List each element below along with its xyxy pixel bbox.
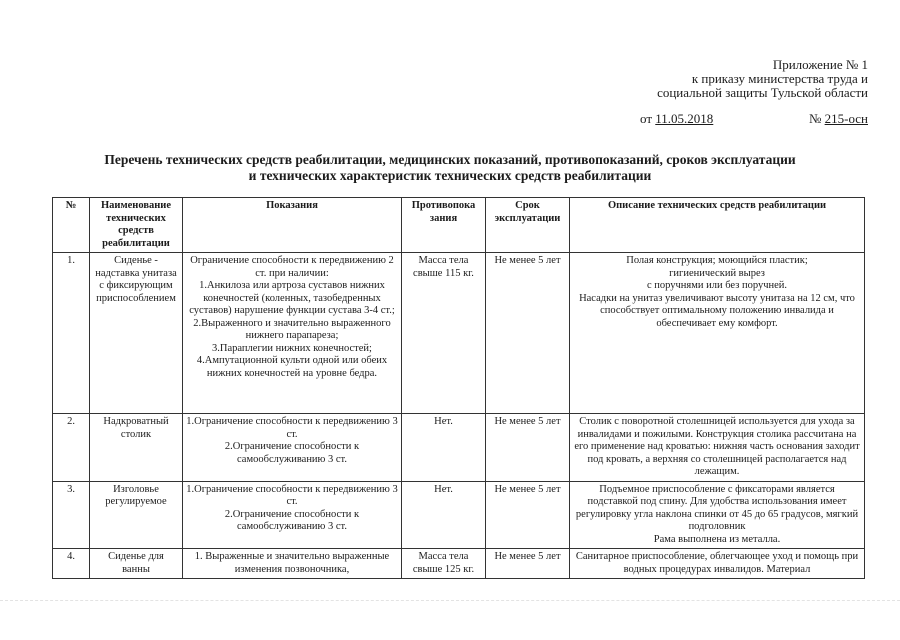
col-header-indications: Показания xyxy=(183,198,402,253)
row-number: 1. xyxy=(53,253,90,414)
description-line: Подъемное приспособление с фиксаторами является подставкой под спину. Для удобства использования имеет регулировку угла наклона спинки от 45 до 65 градусов, мягкий подголовник xyxy=(575,483,859,532)
indication-line: 1.Ограничение способности к передвижению 3 ст. xyxy=(186,483,398,507)
col-header-number: № xyxy=(53,198,90,253)
row-name: Сиденье для ванны xyxy=(90,549,183,579)
table-header-row xyxy=(53,198,865,253)
row-indications xyxy=(183,414,402,482)
table-row xyxy=(53,253,865,414)
description-line: гигиенический вырез xyxy=(669,267,765,279)
indication-line: 2.Ограничение способности к самообслуживанию 3 ст. xyxy=(224,441,360,465)
order-date-line xyxy=(640,112,868,126)
col-header-description: Описание технических средств реабилитации xyxy=(570,198,865,253)
rehab-means-table xyxy=(52,197,865,579)
row-indications xyxy=(183,253,402,414)
order-number: 215-осн xyxy=(824,111,868,126)
title-line-2: и технических характеристик технических средств реабилитации xyxy=(248,168,652,183)
row-term: Не менее 5 лет xyxy=(486,414,570,482)
date-prefix: от xyxy=(640,111,653,126)
row-term: Не менее 5 лет xyxy=(486,253,570,414)
indication-line: 4.Ампутационной культи одной или обеих нижних конечностей на уровне бедра. xyxy=(196,355,388,379)
description-line: Рама выполнена из металла. xyxy=(653,533,781,545)
row-name: Сиденье - надставка унитаза с фиксирующим приспособлением xyxy=(90,253,183,414)
description-line: Столик с поворотной столешницей используется для ухода за инвалидами и пожилыми. Конструкция столика рассчитана на его применение над кроватью: нижняя часть основания заходит под кровать, а верхняя со столешницей располагается над лежащим. xyxy=(574,416,860,477)
ministry-name: социальной защиты Тульской области xyxy=(657,85,868,100)
row-number: 3. xyxy=(53,481,90,549)
row-contraindications: Нет. xyxy=(402,481,486,549)
number-prefix: № xyxy=(808,111,822,126)
table-row xyxy=(53,481,865,549)
description-line: Санитарное приспособление, облегчающее уход и помощь при водных процедурах инвалидов. Материал xyxy=(575,551,859,575)
row-term: Не менее 5 лет xyxy=(486,549,570,579)
indication-line: 1.Анкилоза или артроза суставов нижних конечностей (коленных, тазобедренных суставов) нарушение функции сустава 3-4 ст.; xyxy=(189,280,395,316)
row-description xyxy=(570,549,865,579)
row-description xyxy=(570,414,865,482)
col-header-name: Наименование технических средств реабилитации xyxy=(90,198,183,253)
order-date: 11.05.2018 xyxy=(655,111,714,126)
row-name: Надкроватный столик xyxy=(90,414,183,482)
row-number: 4. xyxy=(53,549,90,579)
description-line: Насадки на унитаз увеличивают высоту унитаза на 12 см, что способствует оптимальному положению инвалида и обеспечивает ему комфорт. xyxy=(579,292,855,329)
row-name: Изголовье регулируемое xyxy=(90,481,183,549)
row-indications xyxy=(183,549,402,579)
row-contraindications: Масса тела свыше 115 кг. xyxy=(402,253,486,414)
appendix-label: Приложение № 1 xyxy=(772,57,868,72)
row-contraindications: Масса тела свыше 125 кг. xyxy=(402,549,486,579)
description-line: с поручнями или без поручней. xyxy=(646,280,788,291)
row-contraindications: Нет. xyxy=(402,414,486,482)
page-edge-divider xyxy=(0,600,900,601)
indication-line: 2.Выраженного и значительно выраженного нижнего парапареза; xyxy=(193,317,391,341)
row-description xyxy=(570,481,865,549)
indication-line: 3.Параплегии нижних конечностей; xyxy=(212,342,372,354)
indication-line: 1.Ограничение способности к передвижению 3 ст. xyxy=(186,416,398,440)
description-line: Полая конструкция; моющийся пластик; xyxy=(626,255,808,266)
title-line-1: Перечень технических средств реабилитации, медицинских показаний, противопоказаний, сроков эксплуатации xyxy=(104,152,796,167)
order-reference: к приказу министерства труда и xyxy=(691,71,868,86)
row-description xyxy=(570,253,865,414)
table-row xyxy=(53,414,865,482)
order-number-block xyxy=(809,112,868,126)
row-term: Не менее 5 лет xyxy=(486,481,570,549)
col-header-contraindications: Противопока зания xyxy=(402,198,486,253)
indication-line: Ограничение способности к передвижению 2 ст. при наличии: xyxy=(190,255,394,279)
document-title xyxy=(0,152,900,184)
indication-line: 1. Выраженные и значительно выраженные изменения позвоночника, xyxy=(194,551,390,575)
indication-line: 2.Ограничение способности к самообслуживанию 3 ст. xyxy=(224,508,360,532)
col-header-term: Срок эксплуатации xyxy=(486,198,570,253)
document-header xyxy=(657,58,868,100)
row-indications xyxy=(183,481,402,549)
row-number: 2. xyxy=(53,414,90,482)
table-row xyxy=(53,549,865,579)
